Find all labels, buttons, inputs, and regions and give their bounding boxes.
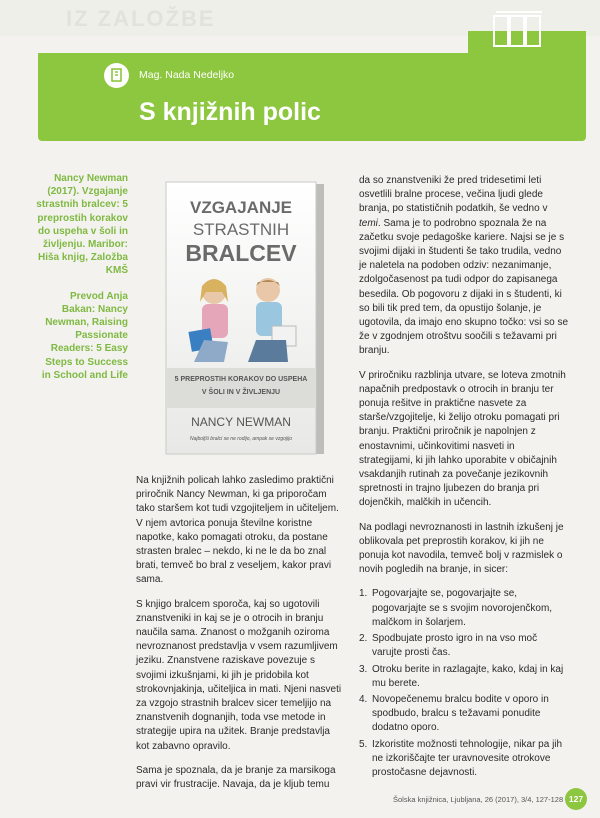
books-icon [492,8,548,48]
page-number: 127 [565,788,587,810]
cover-title-line3: BRALCEV [185,240,297,266]
book-cover [164,180,326,457]
list-number: 4. [359,693,368,705]
paragraph: Na knjižnih policah lahko zasledimo praktični priročnik Nancy Newman, ki ga priporočam tako staršem kot tudi vzgojiteljem in učiteljem. V njem avtorica ponuja številne koristne napotke, kako pomagati otroku, da postane strasten bralec – nekdo, ki ne le da bo znal brati, temveč bo bral z veseljem, kakor pravi sama. [136,475,339,586]
translation-reference: Prevod Anja Bakan: Nancy Newman, Raising Passionate Readers: 5 Easy Steps to Success in School and Life [41,290,128,381]
list-number: 3. [359,663,368,675]
list-item [359,738,569,781]
paragraph: S knjigo bralcem sporoča, kaj so ugotovili znanstveniki in kaj se je o otrocih in branju naučila sama. Znanost o možganih oziroma nevroznanost predstavlja v vsem razumljivem jeziku. Znanstvene raziskave povezuje s svojimi izkušnjami, ki jih je pridobila kot strokovnjakinja, učiteljica in mati. Njeni nasveti za vzgojo strastnih bralcev sicer temeljijo na znanstvenih dognanjih, toda vse metode in strategije upira na užitek. Branje predstavlja kot zabavno opravilo. [136,598,342,752]
body-column-right [359,174,569,782]
body-column-left [136,474,344,802]
bibliography-reference: Nancy Newman (2017). Vzgajanje strastnih bralcev: 5 preprostih korakov do uspeha v šoli in življenju. Maribor: Hiša knjig, Založba KMŠ [36,173,128,277]
list-item [359,587,569,630]
cover-subtitle-line1: 5 PREPROSTIH KORAKOV DO USPEHA [174,376,308,383]
list-number: 5. [359,738,368,750]
paragraph: Na podlagi nevroznanosti in lastnih izkušenj je oblikovala pet preprostih korakov, ki jih ne ponuja kot navodila, temveč bolj v razmislek o novih pogledih na branje, in sicer: [359,521,564,576]
section-label: IZ ZALOŽBE [66,6,216,31]
list-text: Otroku berite in razlagajte, kako, kdaj in kaj mu berete. [372,663,564,689]
list-item [359,693,569,736]
steps-list [359,587,569,780]
list-item [359,632,569,660]
list-text: Pogovarjajte se, pogovarjajte se, pogovarjajte se s svojim novorojenčkom, malčkom in šolarjem. [372,588,553,628]
article-title: S knjižnih polic [139,98,321,126]
paragraph-text: . Sama je to podrobno spoznala že na začetku svoje pedagoške kariere. Najsi se je s svojimi dijaki in študenti še tako trudila, vedno je naletela na podoben odziv: nezanimanje, zdolgočasenost pa tudi odpor do zapisanega besedila. Ob pogovoru z dijaki in s študenti, ki so bili tik pred tem, da opustijo šolanje, je ugotovila, da imajo eno skupno točko: vsi so se že v zgodnjem otroštvu soočili s težavami pri branju. [359,217,569,357]
emphasized-word: temi [359,217,378,229]
cover-title-line1: VZGAJANJE [189,198,293,217]
list-text: Spodbujate prosto igro in na vso moč varujte prosti čas. [372,633,538,659]
list-text: Novopečenemu bralcu bodite v oporo in spodbudo, bralcu s težavami ponudite dodatno oporo. [372,693,549,734]
list-number: 1. [359,588,368,600]
book-badge-icon [103,62,130,89]
list-item [359,663,569,691]
author-name: Mag. Nada Nedeljko [139,69,235,81]
paragraph: V priročniku razblinja utvare, se loteva zmotnih napačnih predpostavk o otrocih in branju ter ponuja rešitve in praktične nasvete za starše/vzgojitelje, ki želijo otroku pomagati pri branju. Praktični priročnik je napolnjen z enostavnimi, učinkovitimi nasveti in strategijami, ki jih lahko uporabite v običajnih vsakdanjih rutinah za povečanje jezikovnih spretnosti in trajno ljubezen do branja pri dojenčkih, malčkih in učencih. [359,369,566,509]
paragraph: Sama je spoznala, da je branje za marsikoga pravi vir frustracije. Navaja, da je kljub temu [136,764,336,791]
cover-author: NANCY NEWMAN [191,415,291,429]
footer-citation: Šolska knjižnica, Ljubljana, 26 (2017), 3/4, 127-128 [393,795,564,804]
paragraph [359,174,569,359]
paragraph-text: da so znanstveniki že pred tridesetimi leti osvetlili bralne procese, večina ljudi glede branja, po statističnih podatkih, še vedno v [359,175,548,215]
list-text: Izkoristite možnosti tehnologije, nikar pa jih ne izkoriščajte ter uravnovesite otrokove prostočasne dejavnosti. [372,738,563,778]
cover-subtitle-line2: V ŠOLI IN V ŽIVLJENJU [201,389,281,396]
list-number: 2. [359,633,368,645]
sidebar-bibliography [36,172,128,394]
cover-tagline: Najboljši bralci se ne rodijo, ampak se vzgojijo [190,436,292,442]
cover-title-line2: STRASTNIH [192,220,290,239]
